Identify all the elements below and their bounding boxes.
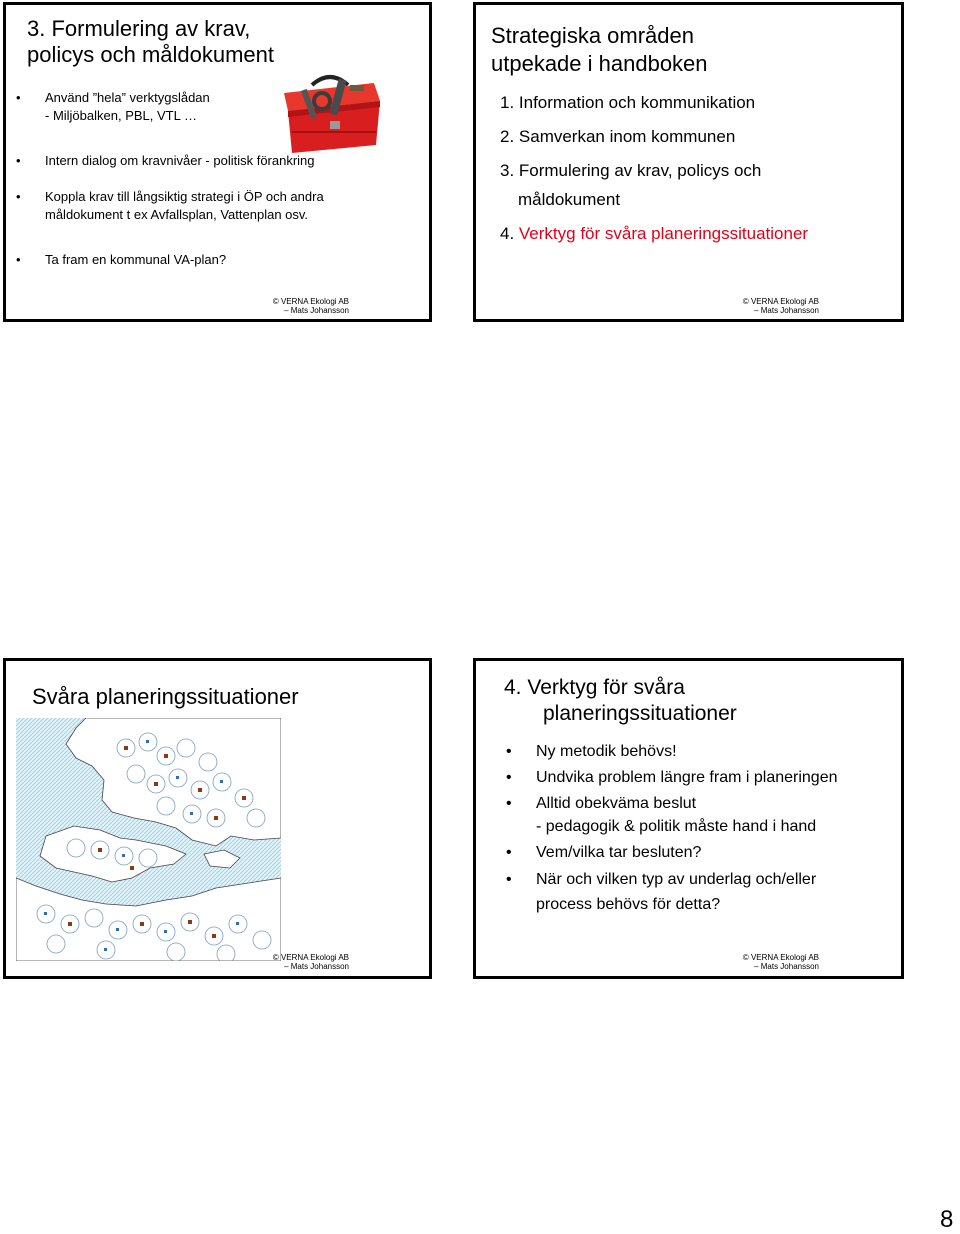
bullet-text: - Miljöbalken, PBL, VTL … bbox=[45, 108, 197, 123]
slide-verktyg bbox=[473, 658, 904, 979]
bullet-text: process behövs för detta? bbox=[536, 896, 721, 913]
list-item bbox=[16, 188, 416, 224]
slide-formulering bbox=[3, 2, 432, 322]
bullet-text: • Alltid obekväma beslut bbox=[536, 795, 697, 812]
item-text: 3. Formulering av krav, policys och bbox=[500, 161, 762, 180]
page-number: 8 bbox=[940, 1206, 954, 1233]
bullet-text: • Ta fram en kommunal VA-plan? bbox=[45, 252, 227, 267]
bullet-text: • Intern dialog om kravnivåer - politisk förankring bbox=[45, 153, 315, 168]
title-line: Strategiska områden bbox=[491, 23, 694, 48]
list-item bbox=[506, 841, 901, 864]
slide-title bbox=[27, 16, 274, 68]
credit-line: – Mats Johansson bbox=[754, 306, 819, 315]
bullet-text: • Koppla krav till långsiktig strategi i ÖP och andra bbox=[45, 189, 324, 204]
credit-line: © VERNA Ekologi AB bbox=[272, 953, 349, 962]
item-text: 2. Samverkan inom kommunen bbox=[500, 127, 736, 146]
title-line: policys och måldokument bbox=[27, 42, 275, 67]
title-line: 3. Formulering av krav, bbox=[27, 16, 251, 41]
list-item bbox=[506, 740, 901, 763]
credit-line: – Mats Johansson bbox=[754, 962, 819, 971]
list-item bbox=[500, 88, 900, 117]
credit bbox=[734, 297, 819, 315]
credit bbox=[264, 297, 349, 315]
numbered-list bbox=[500, 88, 900, 248]
credit-line: © VERNA Ekologi AB bbox=[742, 297, 819, 306]
credit bbox=[264, 953, 349, 971]
item-text-highlight: Verktyg för svåra planeringssituationer bbox=[518, 224, 809, 243]
title-line: 4. Verktyg för svåra bbox=[504, 676, 685, 699]
toolbox-icon bbox=[276, 71, 384, 155]
item-text: 1. Information och kommunikation bbox=[500, 93, 756, 112]
credit-line: © VERNA Ekologi AB bbox=[742, 953, 819, 962]
credit bbox=[734, 953, 819, 971]
credit-line: © VERNA Ekologi AB bbox=[272, 297, 349, 306]
item-number: 4. bbox=[500, 224, 519, 243]
slide-strategiska-omraden bbox=[473, 2, 904, 322]
slide-svara-planeringssituationer bbox=[3, 658, 432, 979]
list-item bbox=[500, 156, 900, 214]
list-item bbox=[500, 219, 900, 248]
slide-title bbox=[504, 675, 737, 727]
credit-line: – Mats Johansson bbox=[284, 306, 349, 315]
bullet-list bbox=[506, 740, 901, 917]
bullet-text: måldokument t ex Avfallsplan, Vattenplan osv. bbox=[45, 207, 309, 222]
slide-title: Svåra planeringssituationer bbox=[32, 684, 299, 709]
bullet-text: • När och vilken typ av underlag och/eller bbox=[536, 871, 817, 888]
slide-title bbox=[491, 22, 708, 78]
item-text: måldokument bbox=[518, 190, 621, 209]
bullet-text: • Använd ”hela” verktygslådan bbox=[45, 90, 210, 105]
bullet-text: - pedagogik & politik måste hand i hand bbox=[536, 818, 817, 835]
list-item bbox=[500, 122, 900, 151]
map-icon bbox=[16, 718, 281, 961]
list-item bbox=[16, 251, 416, 269]
title-line: utpekade i handboken bbox=[491, 51, 708, 76]
bullet-text: • Ny metodik behövs! bbox=[536, 743, 677, 760]
bullet-text: • Undvika problem längre fram i planeringen bbox=[536, 769, 838, 786]
list-item bbox=[506, 792, 901, 838]
title-line: planeringssituationer bbox=[543, 702, 737, 725]
list-item bbox=[506, 766, 901, 789]
bullet-text: • Vem/vilka tar besluten? bbox=[536, 844, 702, 861]
credit-line: – Mats Johansson bbox=[284, 962, 349, 971]
list-item bbox=[506, 867, 901, 917]
